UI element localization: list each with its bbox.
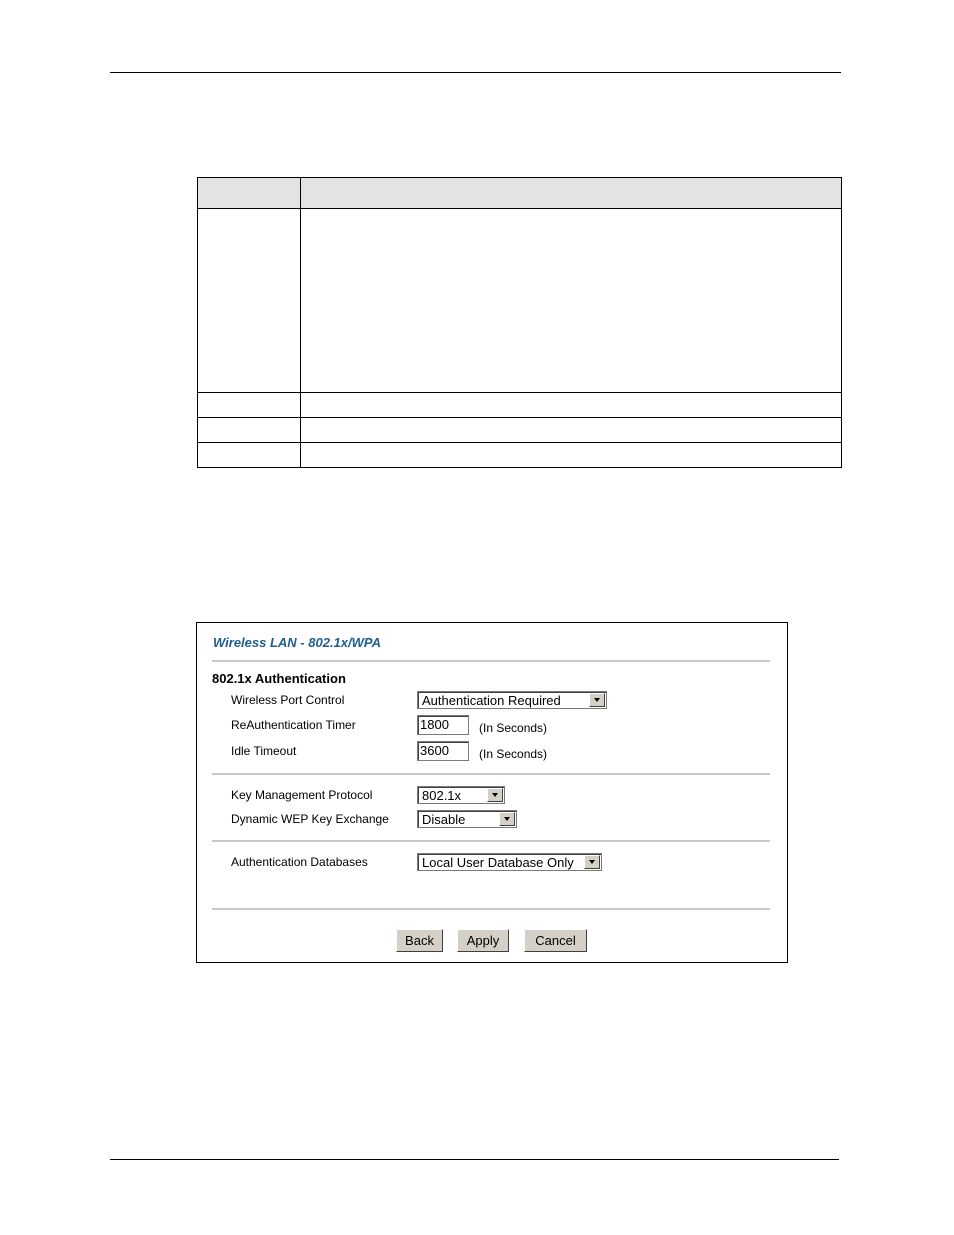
table-header-row (198, 178, 842, 209)
dynamic-wep-label: Dynamic WEP Key Exchange (231, 812, 389, 826)
table-row (198, 418, 842, 443)
divider (212, 840, 770, 842)
reauth-timer-label: ReAuthentication Timer (231, 718, 356, 732)
dynamic-wep-select[interactable] (417, 810, 517, 828)
back-button[interactable]: Back (396, 929, 443, 952)
divider (212, 773, 770, 775)
key-mgmt-protocol-select[interactable] (417, 786, 505, 804)
dynamic-wep-value: Disable (422, 812, 466, 827)
key-mgmt-protocol-value: 802.1x (422, 788, 462, 803)
divider (212, 660, 770, 662)
idle-timeout-label: Idle Timeout (231, 744, 297, 758)
chevron-down-icon[interactable] (589, 693, 605, 707)
auth-databases-value: Local User Database Only (422, 855, 574, 870)
auth-databases-label: Authentication Databases (231, 855, 368, 869)
wireless-port-control-select[interactable] (417, 691, 607, 709)
table-row (198, 393, 842, 418)
idle-timeout-input[interactable]: 3600 (417, 741, 469, 761)
auth-databases-select[interactable] (417, 853, 602, 871)
section-title: 802.1x Authentication (212, 671, 346, 686)
chevron-down-icon[interactable] (499, 812, 515, 826)
table-row (198, 443, 842, 468)
chevron-down-icon[interactable] (487, 788, 503, 802)
wireless-port-control-label: Wireless Port Control (231, 693, 345, 707)
apply-button[interactable]: Apply (457, 929, 509, 952)
chevron-down-icon[interactable] (584, 855, 600, 869)
reauth-timer-unit: (In Seconds) (479, 721, 548, 735)
header-rule (110, 72, 841, 73)
divider (212, 908, 770, 910)
key-mgmt-protocol-label: Key Management Protocol (231, 788, 373, 802)
reference-table (197, 177, 842, 468)
reauth-timer-input[interactable]: 1800 (417, 715, 469, 735)
wireless-port-control-value: Authentication Required (422, 693, 561, 708)
wireless-8021x-panel (196, 622, 788, 963)
table-row (198, 209, 842, 393)
footer-rule (110, 1159, 839, 1160)
panel-title: Wireless LAN - 802.1x/WPA (213, 635, 381, 650)
cancel-button[interactable]: Cancel (524, 929, 587, 952)
idle-timeout-unit: (In Seconds) (479, 747, 548, 761)
